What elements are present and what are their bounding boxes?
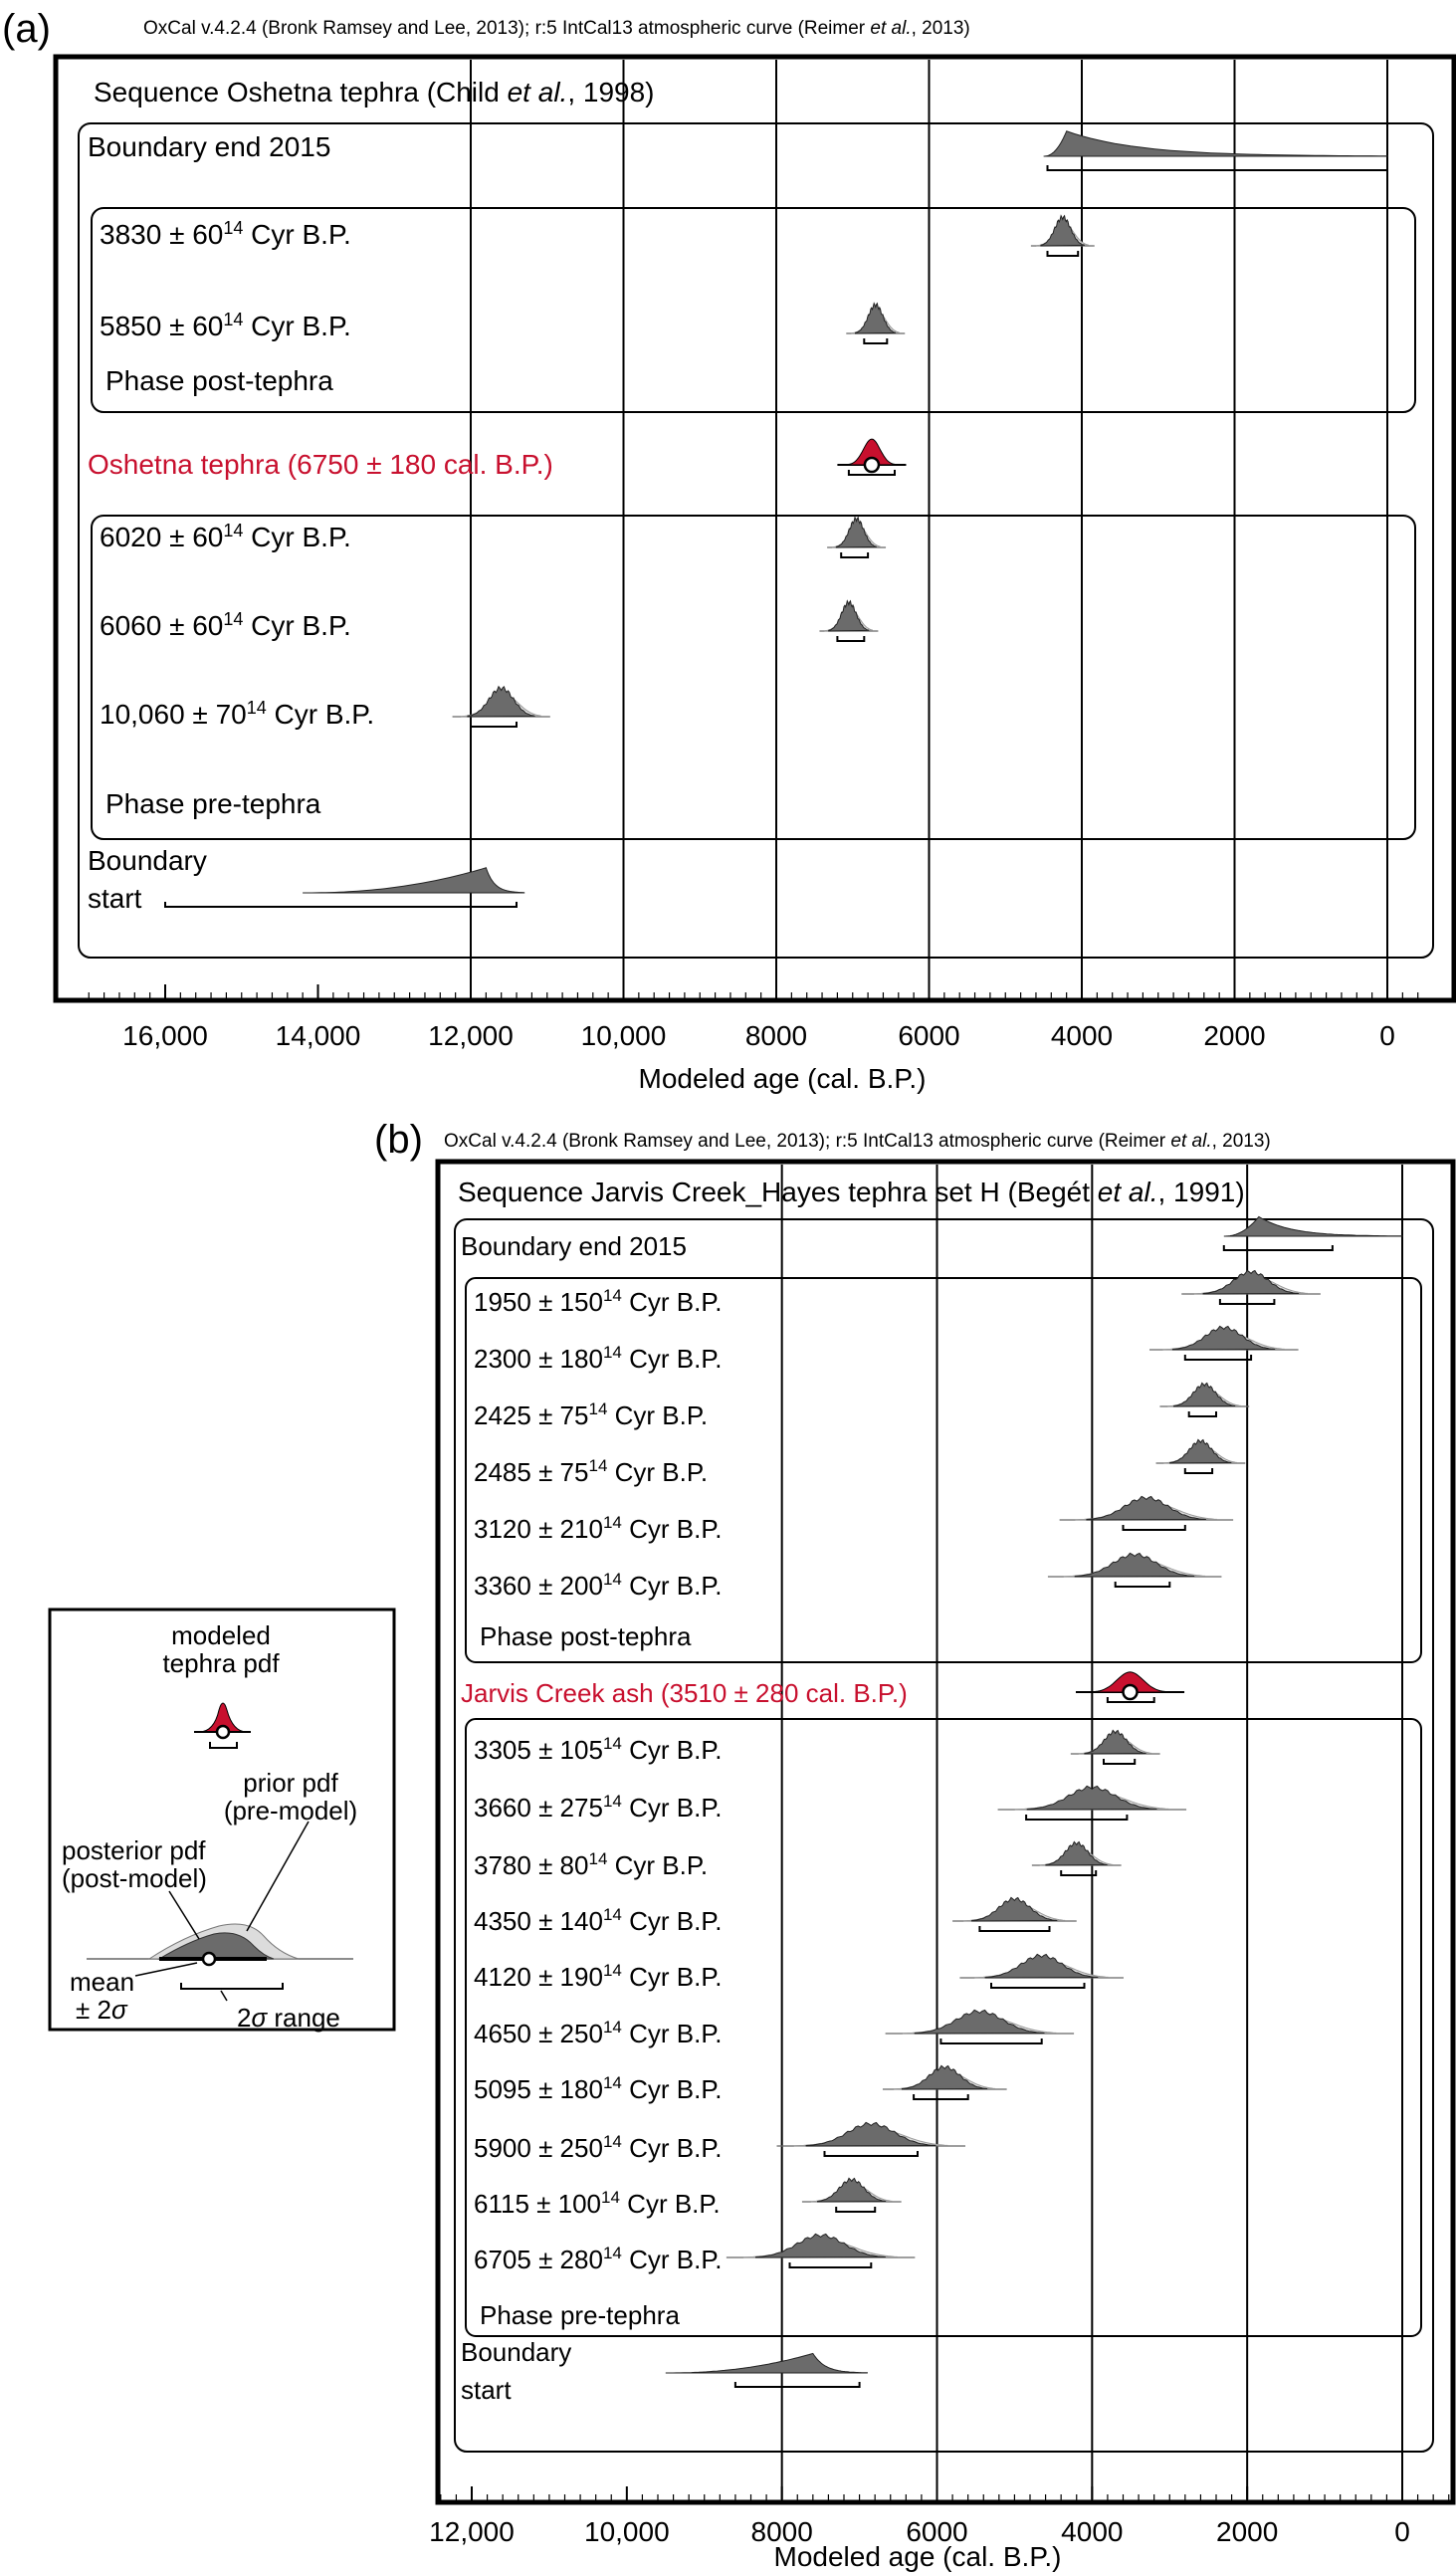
row-1: [100, 216, 1095, 256]
row-7: [100, 687, 550, 730]
date-label: $6705 \pm 280^{14}$ Cyr B.P.: [474, 2244, 723, 2274]
x-tick-label: 12,000: [429, 2516, 515, 2547]
posterior-pdf: [1173, 1383, 1235, 1406]
posterior-pdf: [818, 2178, 887, 2202]
posterior-pdf: [1027, 1786, 1156, 1810]
legend-mean-marker: [203, 1953, 215, 1965]
date-label: $5850 \pm 60^{14}$ Cyr B.P.: [100, 310, 351, 341]
phase-label: Phase post-tephra: [480, 1621, 692, 1651]
posterior-pdf: [1085, 1730, 1146, 1754]
posterior-pdf: [856, 304, 897, 333]
range-bracket: [1048, 251, 1079, 256]
row-9: [88, 845, 524, 914]
range-bracket: [1189, 1411, 1216, 1416]
legend-tephra-range-bracket: [210, 1742, 237, 1748]
x-tick-label: 0: [1379, 1020, 1395, 1051]
x-tick-label: 6000: [898, 1020, 960, 1051]
date-label: $3830 \pm 60^{14}$ Cyr B.P.: [100, 218, 351, 250]
legend-range-label: 2σ range: [237, 2003, 340, 2033]
range-bracket: [1048, 165, 1388, 170]
row-18: [474, 2234, 915, 2274]
row-2: [474, 1326, 1299, 1374]
posterior-pdf: [1203, 1270, 1299, 1294]
panel-a-xaxis: [89, 984, 1417, 1051]
range-bracket: [864, 338, 887, 343]
range-bracket: [836, 2207, 875, 2212]
date-label: $3360 \pm 200^{14}$ Cyr B.P.: [474, 1570, 723, 1601]
row-4: [88, 439, 906, 480]
range-bracket: [841, 552, 868, 557]
posterior-pdf: [836, 518, 877, 547]
legend-prior-pointer: [247, 1822, 309, 1931]
x-tick-label: 10,000: [584, 2516, 670, 2547]
posterior-pdf: [1041, 216, 1085, 246]
date-label: $2300 \pm 180^{14}$ Cyr B.P.: [474, 1343, 723, 1374]
panel-b-title: Sequence Jarvis Creek_Hayes tephra set H (Begét et al., 1991): [458, 1177, 1245, 1207]
tephra-label: Jarvis Creek ash (3510 ± 280 cal. B.P.): [461, 1678, 908, 1708]
range-bracket: [790, 2262, 872, 2267]
x-tick-label: 6000: [906, 2516, 968, 2547]
panel-b-label: (b): [374, 1118, 423, 1162]
legend-posterior-label: posterior pdf: [62, 1835, 206, 1865]
date-label: $1950 \pm 150^{14}$ Cyr B.P.: [474, 1286, 723, 1317]
legend: [50, 1609, 394, 2033]
row-10: [474, 1786, 1186, 1823]
panel-b-header: OxCal v.4.2.4 (Bronk Ramsey and Lee, 2013); r:5 IntCal13 atmospheric curve (Reimer et al., 2013): [444, 1131, 1271, 1152]
legend-posterior-pointer: [169, 1891, 199, 1939]
range-bracket: [837, 636, 864, 641]
legend-mean-pointer: [135, 1963, 197, 1976]
row-13: [474, 1954, 1124, 1992]
boundary-label: Boundary end 2015: [88, 131, 331, 162]
posterior-pdf: [829, 601, 870, 631]
panel-a-header: OxCal v.4.2.4 (Bronk Ramsey and Lee, 2013); r:5 IntCal13 atmospheric curve (Reimer et al., 2013): [143, 18, 970, 39]
date-label: $3120 \pm 210^{14}$ Cyr B.P.: [474, 1513, 723, 1544]
tephra-mean-marker: [1124, 1685, 1138, 1699]
range-bracket: [991, 1983, 1085, 1988]
range-bracket: [1185, 1355, 1251, 1360]
boundary-pdf: [666, 2353, 868, 2373]
x-tick-label: 0: [1394, 2516, 1410, 2547]
posterior-pdf: [1046, 1841, 1108, 1865]
date-label: $6060 \pm 60^{14}$ Cyr B.P.: [100, 609, 351, 641]
row-19: [480, 2300, 680, 2330]
row-20: [461, 2337, 867, 2405]
panel-b-xlabel: Modeled age (cal. B.P.): [773, 2541, 1062, 2572]
legend-mean-label: mean: [70, 1967, 135, 1997]
date-label: $3660 \pm 275^{14}$ Cyr B.P.: [474, 1792, 723, 1823]
legend-prior-sub: (pre-model): [223, 1796, 358, 1825]
range-bracket: [979, 1926, 1049, 1931]
date-label: $3780 \pm 80^{14}$ Cyr B.P.: [474, 1849, 709, 1880]
x-tick-label: 2000: [1216, 2516, 1279, 2547]
panel-a-gridlines: [471, 60, 1387, 998]
row-5: [474, 1496, 1233, 1544]
x-tick-label: 2000: [1203, 1020, 1266, 1051]
date-label: $2425 \pm 75^{14}$ Cyr B.P.: [474, 1399, 709, 1430]
panel-a-xlabel: Modeled age (cal. B.P.): [638, 1063, 927, 1094]
panel-b-gridlines: [782, 1165, 1402, 2499]
range-bracket: [825, 2151, 919, 2156]
x-tick-label: 8000: [750, 2516, 813, 2547]
row-15: [474, 2065, 1007, 2104]
boundary-label: Boundary: [461, 2337, 572, 2367]
row-6: [474, 1553, 1221, 1601]
panel-a-rows: [88, 131, 1387, 914]
tephra-label: Oshetna tephra (6750 ± 180 cal. B.P.): [88, 449, 553, 480]
range-bracket: [1061, 1870, 1096, 1875]
row-5: [100, 518, 886, 557]
date-label: $4650 \pm 250^{14}$ Cyr B.P.: [474, 2018, 723, 2048]
date-label: $2485 \pm 75^{14}$ Cyr B.P.: [474, 1456, 709, 1487]
phase-label: Phase pre-tephra: [480, 2300, 680, 2330]
range-bracket: [1185, 1468, 1212, 1473]
panel-a-title: Sequence Oshetna tephra (Child et al., 1998): [94, 77, 655, 107]
date-label: $10,060 \pm 70^{14}$ Cyr B.P.: [100, 698, 375, 730]
legend-posterior-sub: (post-model): [62, 1863, 207, 1893]
row-2: [100, 304, 905, 343]
row-8: [105, 788, 321, 819]
row-0: [88, 131, 1387, 170]
boundary-label: Boundary: [88, 845, 207, 876]
legend-tephra-mean-marker: [217, 1726, 229, 1738]
row-6: [100, 601, 878, 641]
posterior-pdf: [1170, 1439, 1232, 1463]
x-tick-label: 10,000: [580, 1020, 667, 1051]
range-bracket: [940, 2039, 1041, 2043]
posterior-pdf: [806, 2122, 936, 2146]
legend-modeled-label: modeled: [171, 1620, 271, 1650]
legend-range-pointer: [221, 1991, 227, 2001]
panel-a-label: (a): [2, 7, 51, 51]
legend-mean-sub: ± 2σ: [76, 1995, 127, 2025]
posterior-pdf: [468, 687, 535, 717]
row-4: [474, 1439, 1245, 1487]
range-bracket: [1026, 1815, 1127, 1820]
row-11: [474, 1841, 1122, 1880]
range-bracket: [1124, 1525, 1185, 1530]
row-3: [105, 365, 333, 396]
range-bracket: [914, 2094, 968, 2099]
date-label: $5900 \pm 250^{14}$ Cyr B.P.: [474, 2132, 723, 2163]
range-bracket: [471, 722, 517, 727]
posterior-pdf: [1087, 1496, 1206, 1520]
boundary-pdf: [303, 868, 524, 893]
x-tick-label: 14,000: [275, 1020, 361, 1051]
range-bracket: [1116, 1582, 1170, 1587]
x-tick-label: 16,000: [122, 1020, 208, 1051]
posterior-pdf: [902, 2065, 987, 2089]
posterior-pdf: [985, 1954, 1098, 1978]
panel-b-xaxis: [429, 2486, 1449, 2547]
date-label: $6115 \pm 100^{14}$ Cyr B.P.: [474, 2188, 721, 2219]
row-17: [474, 2178, 902, 2219]
posterior-pdf: [972, 1897, 1058, 1921]
row-7: [480, 1621, 692, 1651]
boundary-label-2: start: [461, 2375, 512, 2405]
panel-b: [374, 1118, 1453, 2572]
legend-tephra-pdf-label: tephra pdf: [162, 1648, 280, 1678]
date-label: $3305 \pm 105^{14}$ Cyr B.P.: [474, 1734, 723, 1765]
phase-label: Phase pre-tephra: [105, 788, 321, 819]
range-bracket: [165, 902, 517, 907]
range-bracket: [735, 2382, 860, 2387]
row-8: [461, 1672, 1184, 1708]
x-tick-label: 4000: [1050, 1020, 1114, 1051]
legend-prior-label: prior pdf: [243, 1768, 338, 1798]
range-bracket: [1224, 1245, 1333, 1250]
posterior-pdf: [1172, 1326, 1275, 1350]
date-label: $5095 \pm 180^{14}$ Cyr B.P.: [474, 2073, 723, 2104]
row-16: [474, 2122, 965, 2163]
boundary-pdf: [1044, 131, 1387, 156]
date-label: $4350 \pm 140^{14}$ Cyr B.P.: [474, 1905, 723, 1936]
x-tick-label: 4000: [1061, 2516, 1124, 2547]
date-label: $6020 \pm 60^{14}$ Cyr B.P.: [100, 521, 351, 552]
range-bracket: [1104, 1759, 1135, 1764]
row-0: [461, 1216, 1402, 1261]
row-3: [474, 1383, 1249, 1430]
date-label: $4120 \pm 190^{14}$ Cyr B.P.: [474, 1961, 723, 1992]
row-9: [474, 1730, 1160, 1765]
row-12: [474, 1897, 1077, 1936]
x-tick-label: 8000: [744, 1020, 808, 1051]
panel-b-rows: [461, 1216, 1402, 2405]
boundary-label-2: start: [88, 883, 142, 914]
posterior-pdf: [915, 2010, 1044, 2034]
posterior-pdf: [755, 2234, 885, 2257]
legend-range-bracket: [181, 1983, 283, 1989]
tephra-mean-marker: [865, 458, 879, 472]
row-14: [474, 2010, 1074, 2048]
panel-a: [2, 7, 1454, 1094]
boundary-label: Boundary end 2015: [461, 1231, 687, 1261]
x-tick-label: 12,000: [428, 1020, 514, 1051]
phase-label: Phase post-tephra: [105, 365, 333, 396]
